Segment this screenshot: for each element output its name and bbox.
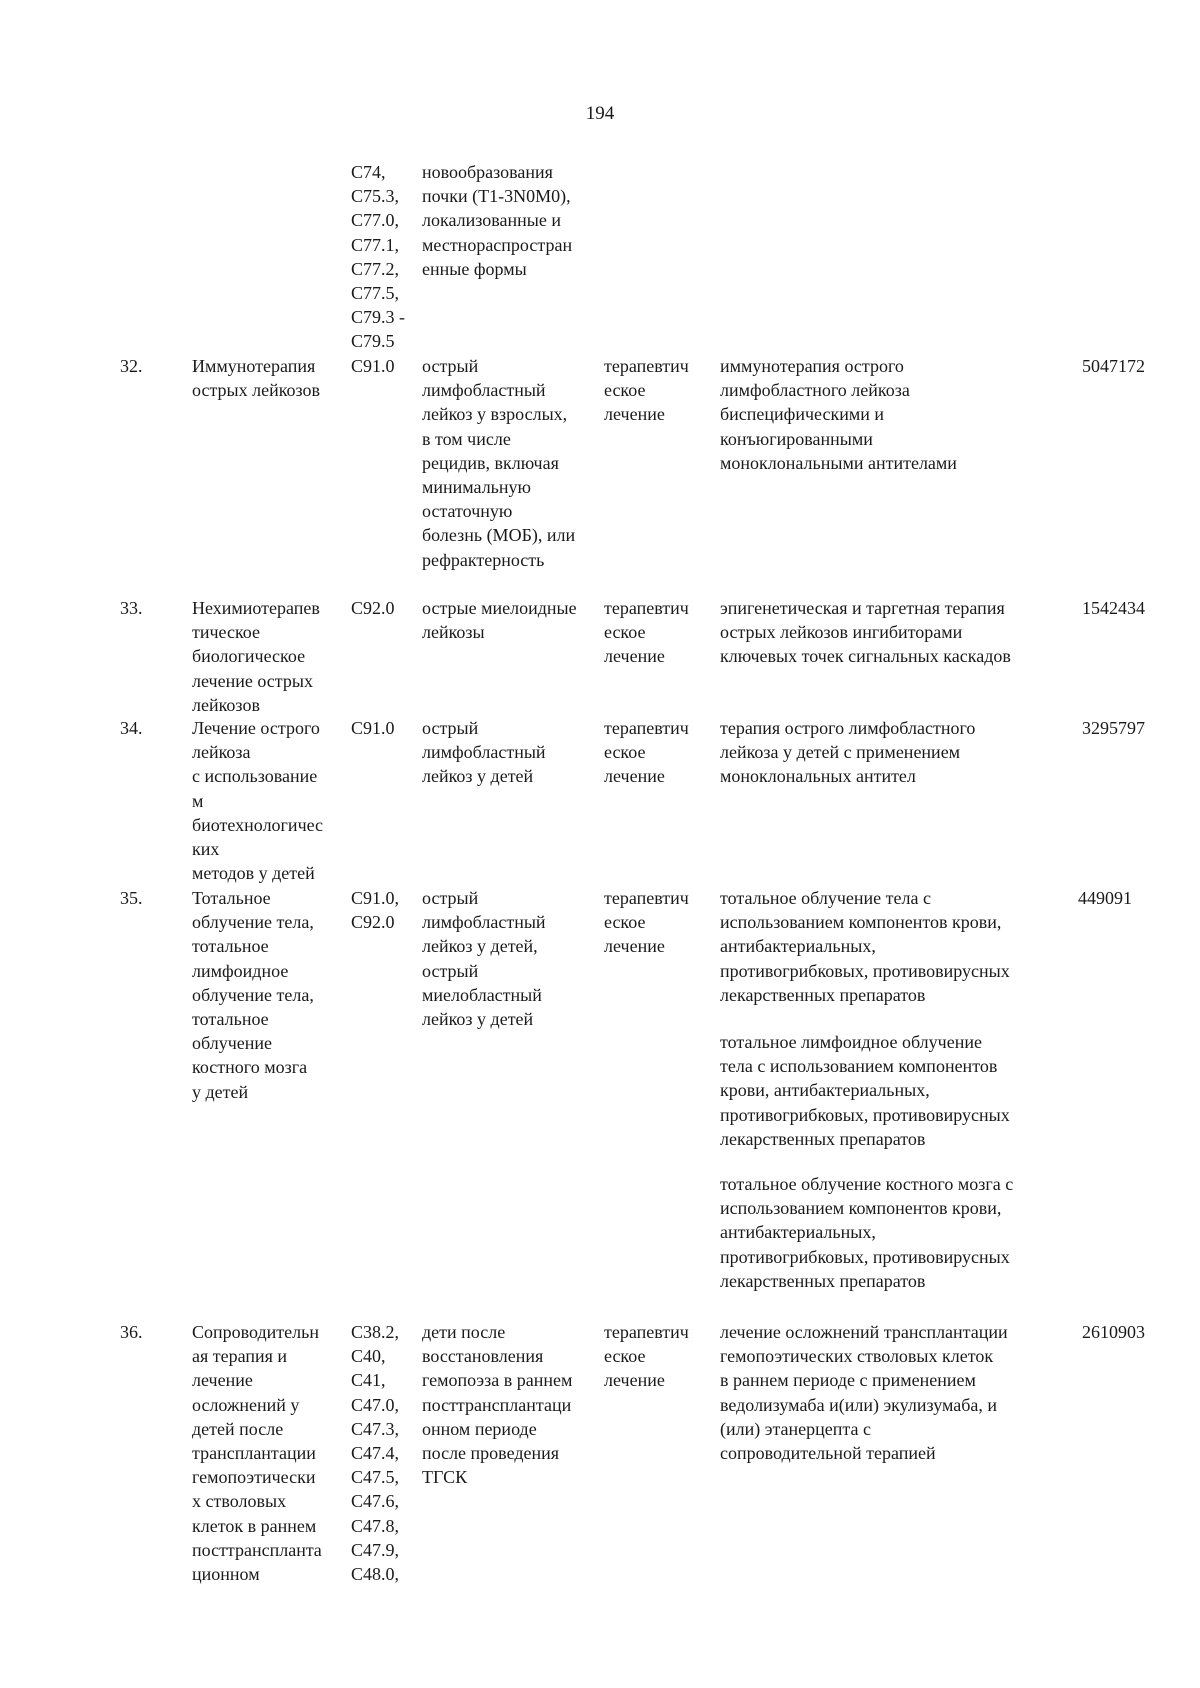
row-36-method: лечение осложнений трансплантации гемопоэтических стволовых клеток в раннем периоде с применением ведолизумаба и(или) экулизумаба, и (или) этанерцепта с сопроводительной терапией: [720, 1322, 1008, 1464]
row-36-name: Сопроводительн ая терапия и лечение осложнений у детей после трансплантации гемопоэтически х стволовых клеток в раннем посттрансплантa ционном: [192, 1322, 322, 1585]
row-35-model: острый лимфобластный лейкоз у детей, острый миелобластный лейкоз у детей: [422, 888, 546, 1030]
row-32-cost: 5047172: [1082, 356, 1145, 376]
row-35-codes: C91.0, C92.0: [351, 888, 400, 933]
row-34-name: Лечение острого лейкоза с использование м биотехнологичес ких методов у детей: [192, 718, 324, 884]
row-33-method: эпигенетическая и таргетная терапия острых лейкозов ингибиторами ключевых точек сигнальных каскадов: [720, 598, 1011, 667]
row-33-cost: 1542434: [1082, 598, 1145, 618]
row-32-number: 32.: [120, 356, 143, 376]
row-32-model: острый лимфобластный лейкоз у взрослых, в том числе рецидив, включая минимальную остаточную болезнь (МОБ), или рефрактерность: [422, 356, 576, 570]
row-34-codes: C91.0: [351, 718, 395, 738]
row-35-kind: терапевтич еское лечение: [604, 888, 689, 957]
row-33-model: острые миелоидные лейкозы: [422, 598, 577, 643]
row-cont-model: новообразования почки (T1-3N0M0), локализованные и местнораспростран енные формы: [422, 162, 573, 279]
row-34-method: терапия острого лимфобластного лейкоза у детей с применением моноклональных антител: [720, 718, 976, 787]
row-35-method-3: тотальное облучение костного мозга с использованием компонентов крови, антибактериальных, противогрибковых, противовирусных лекарственных препаратов: [720, 1174, 1014, 1291]
row-36-cost: 2610903: [1082, 1322, 1145, 1342]
row-35-number: 35.: [120, 888, 143, 908]
page-number: 194: [585, 103, 615, 124]
row-35-method-2: тотальное лимфоидное облучение тела с использованием компонентов крови, антибактериальных, противогрибковых, противовирусных лекарственных препаратов: [720, 1032, 1010, 1149]
row-33-kind: терапевтич еское лечение: [604, 598, 689, 667]
row-33-name: Нехимиотерапев тическое биологическое лечение острых лейкозов: [192, 598, 320, 715]
row-cont-codes: C74, C75.3, C77.0, C77.1, C77.2, C77.5, C79.3 - C79.5: [351, 162, 405, 352]
row-35-method-1: тотальное облучение тела с использованием компонентов крови, антибактериальных, противогрибковых, противовирусных лекарственных препаратов: [720, 888, 1010, 1005]
row-34-kind: терапевтич еское лечение: [604, 718, 689, 787]
row-34-number: 34.: [120, 718, 143, 738]
row-32-codes: C91.0: [351, 356, 395, 376]
row-32-kind: терапевтич еское лечение: [604, 356, 689, 425]
row-36-kind: терапевтич еское лечение: [604, 1322, 689, 1391]
row-32-method: иммунотерапия острого лимфобластного лейкоза биспецифическими и конъюгированными моноклональными антителами: [720, 356, 957, 473]
row-36-model: дети после восстановления гемопоэза в раннем посттрансплантаци онном периоде после проведения ТГСК: [422, 1322, 573, 1488]
row-36-codes: C38.2, C40, C41, C47.0, C47.3, C47.4, C47.5, C47.6, C47.8, C47.9, C48.0,: [351, 1322, 400, 1585]
row-35-name: Тотальное облучение тела, тотальное лимфоидное облучение тела, тотальное облучение костного мозга у детей: [192, 888, 314, 1102]
row-36-number: 36.: [120, 1322, 143, 1342]
row-33-codes: C92.0: [351, 598, 395, 618]
row-34-model: острый лимфобластный лейкоз у детей: [422, 718, 546, 787]
row-33-number: 33.: [120, 598, 143, 618]
row-34-cost: 3295797: [1082, 718, 1145, 738]
row-32-name: Иммунотерапия острых лейкозов: [192, 356, 321, 401]
row-35-cost: 449091: [1078, 888, 1132, 908]
